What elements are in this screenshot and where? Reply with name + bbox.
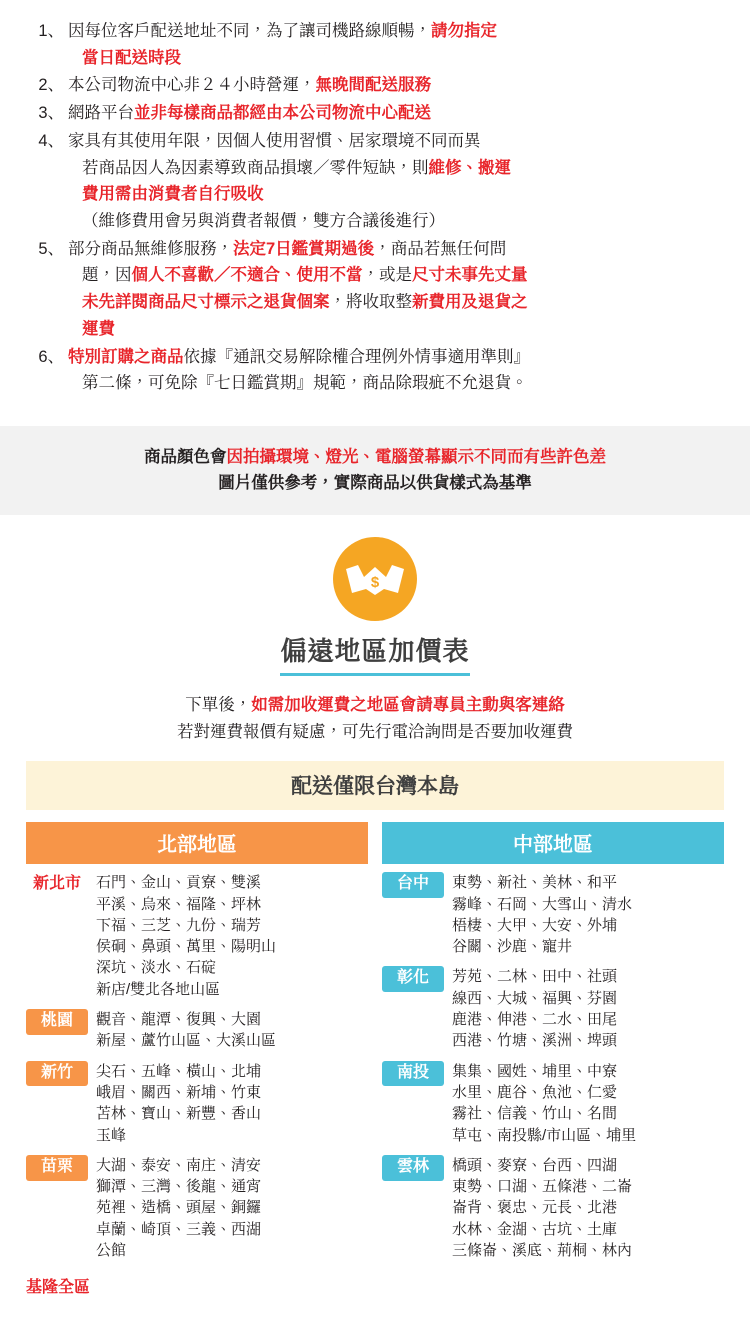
region-area-towns bbox=[452, 1061, 724, 1146]
term-line bbox=[68, 208, 724, 235]
term-number: 2、 bbox=[38, 76, 64, 95]
term-segment: 網路平台 bbox=[68, 104, 134, 123]
region-town-line: 梧棲、大甲、大安、外埔 bbox=[452, 916, 618, 934]
term-segment: 第二條，可免除『七日鑑賞期』規範，商品除瑕疵不允退貨。 bbox=[82, 374, 528, 393]
region-town-line: 水里、鹿谷、魚池、仁愛 bbox=[452, 1083, 618, 1101]
remote-area-section bbox=[0, 515, 750, 810]
region-area-name: 彰化 bbox=[382, 966, 444, 992]
region-town-line: 卓蘭、崎頂、三義、西湖 bbox=[96, 1220, 262, 1238]
region-area-name: 雲林 bbox=[382, 1155, 444, 1181]
region-area-row bbox=[382, 1155, 724, 1261]
region-town-line: 苑裡、造橋、頭屋、銅鑼 bbox=[96, 1199, 262, 1217]
region-area-name: 台中 bbox=[382, 872, 444, 898]
region-town-line: 尖石、五峰、橫山、北埔 bbox=[96, 1062, 262, 1080]
region-town-line: 谷關、沙鹿、寵井 bbox=[452, 938, 573, 956]
color-notice-line-1-prefix: 商品顏色會 bbox=[144, 448, 227, 467]
term-text bbox=[68, 100, 724, 127]
region-area-towns bbox=[96, 1155, 368, 1261]
region-area-row bbox=[382, 1061, 724, 1146]
term-line bbox=[68, 100, 724, 127]
region-area-row bbox=[26, 872, 368, 1000]
region-area-name: 南投 bbox=[382, 1061, 444, 1087]
term-line bbox=[68, 344, 724, 371]
region-town-line: 公館 bbox=[96, 1242, 127, 1260]
term-item bbox=[26, 72, 724, 99]
remote-sub-line-1 bbox=[0, 692, 750, 719]
term-item bbox=[26, 128, 724, 235]
remote-sub-line-2: 若對運費報價有疑慮，可先行電洽詢問是否要加收運費 bbox=[177, 722, 573, 741]
region-town-line: 大湖、泰安、南庄、清安 bbox=[96, 1156, 262, 1174]
term-segment-highlight: 個人不喜歡／不適合、使用不當 bbox=[131, 266, 363, 285]
region-column-central bbox=[382, 822, 724, 1270]
region-town-line: 平溪、烏來、福隆、坪林 bbox=[96, 895, 262, 913]
term-line bbox=[68, 236, 724, 263]
region-town-line: 獅潭、三灣、後龍、通宵 bbox=[96, 1178, 262, 1196]
term-item bbox=[26, 344, 724, 397]
region-town-line: 東勢、新社、美林、和平 bbox=[452, 874, 618, 892]
region-area-towns bbox=[96, 1009, 368, 1052]
term-segment: ，將收取整 bbox=[329, 293, 412, 312]
term-number: 1、 bbox=[38, 22, 64, 40]
region-town-line: 新店/雙北各地山區 bbox=[96, 980, 221, 998]
term-line bbox=[68, 18, 724, 45]
term-segment: 部分商品無維修服務， bbox=[68, 239, 233, 258]
coin-money-icon bbox=[333, 537, 417, 621]
region-town-line: 西港、竹塘、溪洲、埤頭 bbox=[452, 1032, 618, 1050]
region-area-towns bbox=[452, 966, 724, 1051]
color-notice-line-1-highlight: 因拍攝環境、燈光、電腦螢幕顯示不同而有些許色差 bbox=[226, 448, 606, 467]
term-segment-highlight: 無晚間配送服務 bbox=[315, 76, 431, 95]
term-segment-highlight: 費用需由消費者自行吸收 bbox=[82, 185, 264, 204]
region-area-towns bbox=[96, 872, 368, 1000]
term-number: 4、 bbox=[38, 131, 64, 150]
region-town-line: 石門、金山、貢寮、雙溪 bbox=[96, 874, 262, 892]
term-segment-highlight: 未先詳閱商品尺寸標示之退貨個案 bbox=[82, 293, 330, 312]
term-line bbox=[68, 289, 724, 316]
term-line bbox=[68, 128, 724, 155]
term-line bbox=[68, 155, 724, 182]
term-segment-highlight: 請勿指定 bbox=[431, 22, 497, 40]
term-segment-highlight: 尺寸未事先丈量 bbox=[412, 266, 528, 285]
region-town-line: 草屯、南投縣/市山區、埔里 bbox=[452, 1126, 637, 1144]
region-town-line: 霧社、信義、竹山、名間 bbox=[452, 1105, 618, 1123]
term-text bbox=[68, 344, 724, 397]
region-town-line: 三條崙、溪底、荊桐、林內 bbox=[452, 1242, 633, 1260]
term-segment: （維修費用會另與消費者報價，雙方合議後進行） bbox=[82, 212, 445, 231]
term-segment: 家具有其使用年限，因個人使用習慣、居家環境不同而異 bbox=[68, 131, 481, 150]
region-town-line: 深坑、淡水、石碇 bbox=[96, 959, 217, 977]
region-area-name: 新竹 bbox=[26, 1061, 88, 1087]
term-segment: 依據『通訊交易解除權合理例外情事適用準則』 bbox=[183, 347, 530, 366]
term-segment: 本公司物流中心非２４小時營運， bbox=[68, 76, 316, 95]
term-segment-highlight: 運費 bbox=[82, 319, 115, 338]
region-town-line: 峨眉、關西、新埔、竹東 bbox=[96, 1083, 262, 1101]
term-segment-highlight: 維修、搬運 bbox=[428, 158, 511, 177]
term-line bbox=[68, 181, 724, 208]
region-town-line: 玉峰 bbox=[96, 1126, 127, 1144]
term-number: 5、 bbox=[38, 239, 64, 258]
region-town-line: 侯硐、鼻頭、萬里、陽明山 bbox=[96, 938, 277, 956]
term-item bbox=[26, 100, 724, 127]
region-town-line: 東勢、口湖、五條港、二崙 bbox=[452, 1178, 633, 1196]
region-town-line: 新屋、蘆竹山區、大溪山區 bbox=[96, 1032, 277, 1050]
term-text bbox=[68, 128, 724, 235]
region-town-line: 芳苑、二林、田中、社頭 bbox=[452, 968, 618, 986]
term-number: 3、 bbox=[38, 104, 64, 123]
region-area-name: 新北市 bbox=[32, 875, 81, 893]
term-text bbox=[68, 236, 724, 343]
region-column-north bbox=[26, 822, 368, 1270]
term-segment: ，或是 bbox=[362, 266, 412, 285]
svg-text:$: $ bbox=[370, 573, 380, 591]
region-town-line: 霧峰、石岡、大雪山、清水 bbox=[452, 895, 633, 913]
region-town-line: 水林、金湖、古坑、土庫 bbox=[452, 1220, 618, 1238]
term-segment-highlight: 特別訂購之商品 bbox=[68, 347, 184, 366]
region-town-line: 集集、國姓、埔里、中寮 bbox=[452, 1062, 618, 1080]
term-text bbox=[68, 18, 724, 71]
region-header-north: 北部地區 bbox=[26, 822, 368, 864]
color-difference-notice bbox=[0, 426, 750, 515]
term-line bbox=[68, 370, 724, 397]
remote-area-title: 偏遠地區加價表 bbox=[280, 631, 469, 676]
term-item bbox=[26, 18, 724, 71]
term-segment: ，商品若無任何問 bbox=[374, 239, 507, 258]
region-town-line: 橋頭、麥寮、台西、四湖 bbox=[452, 1156, 618, 1174]
region-tables bbox=[0, 810, 750, 1270]
term-line bbox=[68, 316, 724, 343]
region-area-list-north bbox=[26, 872, 368, 1261]
term-segment: 題，因 bbox=[82, 266, 132, 285]
remote-sub-line-1-prefix: 下單後， bbox=[185, 695, 252, 714]
term-segment-highlight: 法定7日鑑賞期過後 bbox=[233, 239, 375, 258]
region-area-name: 苗栗 bbox=[26, 1155, 88, 1181]
remote-area-subtitle bbox=[0, 692, 750, 745]
region-area-name: 桃園 bbox=[26, 1009, 88, 1035]
term-segment-highlight: 新費用及退貨之 bbox=[412, 293, 528, 312]
term-item bbox=[26, 236, 724, 343]
region-area-row bbox=[26, 1009, 368, 1052]
term-segment-highlight: 當日配送時段 bbox=[82, 48, 181, 67]
keelung-all-area-note: 基隆全區 bbox=[26, 1279, 91, 1297]
region-area-towns bbox=[96, 1061, 368, 1146]
term-line bbox=[68, 262, 724, 289]
region-town-line: 觀音、龍潭、復興、大園 bbox=[96, 1011, 262, 1029]
term-line bbox=[68, 45, 724, 72]
region-area-towns bbox=[452, 872, 724, 957]
term-segment: 若商品因人為因素導致商品損壞／零件短缺，則 bbox=[82, 158, 429, 177]
region-area-list-central bbox=[382, 872, 724, 1261]
term-line bbox=[68, 72, 724, 99]
region-town-line: 崙背、褒忠、元長、北港 bbox=[452, 1199, 618, 1217]
region-area-row bbox=[26, 1155, 368, 1261]
terms-section bbox=[0, 0, 750, 412]
color-notice-line-1 bbox=[10, 444, 740, 470]
region-town-line: 線西、大城、福興、芬園 bbox=[452, 989, 618, 1007]
region-town-line: 鹿港、伸港、二水、田尾 bbox=[452, 1011, 618, 1029]
term-number: 6、 bbox=[38, 347, 64, 366]
region-area-row bbox=[382, 966, 724, 1051]
color-notice-line-2: 圖片僅供參考，實際商品以供貨樣式為基準 bbox=[218, 474, 532, 493]
island-only-banner: 配送僅限台灣本島 bbox=[26, 761, 724, 810]
region-area-row bbox=[26, 1061, 368, 1146]
region-area-row bbox=[382, 872, 724, 957]
remote-sub-line-1-highlight: 如需加收運費之地區會請專員主動與客連絡 bbox=[251, 695, 565, 714]
region-area-towns bbox=[452, 1155, 724, 1261]
term-segment-highlight: 並非每樣商品都經由本公司物流中心配送 bbox=[134, 104, 431, 123]
term-segment: 因每位客戶配送地址不同，為了讓司機路線順暢， bbox=[68, 22, 431, 40]
region-town-line: 下福、三芝、九份、瑞芳 bbox=[96, 916, 262, 934]
region-town-line: 苫林、寶山、新豐、香山 bbox=[96, 1105, 262, 1123]
term-text bbox=[68, 72, 724, 99]
region-header-central: 中部地區 bbox=[382, 822, 724, 864]
